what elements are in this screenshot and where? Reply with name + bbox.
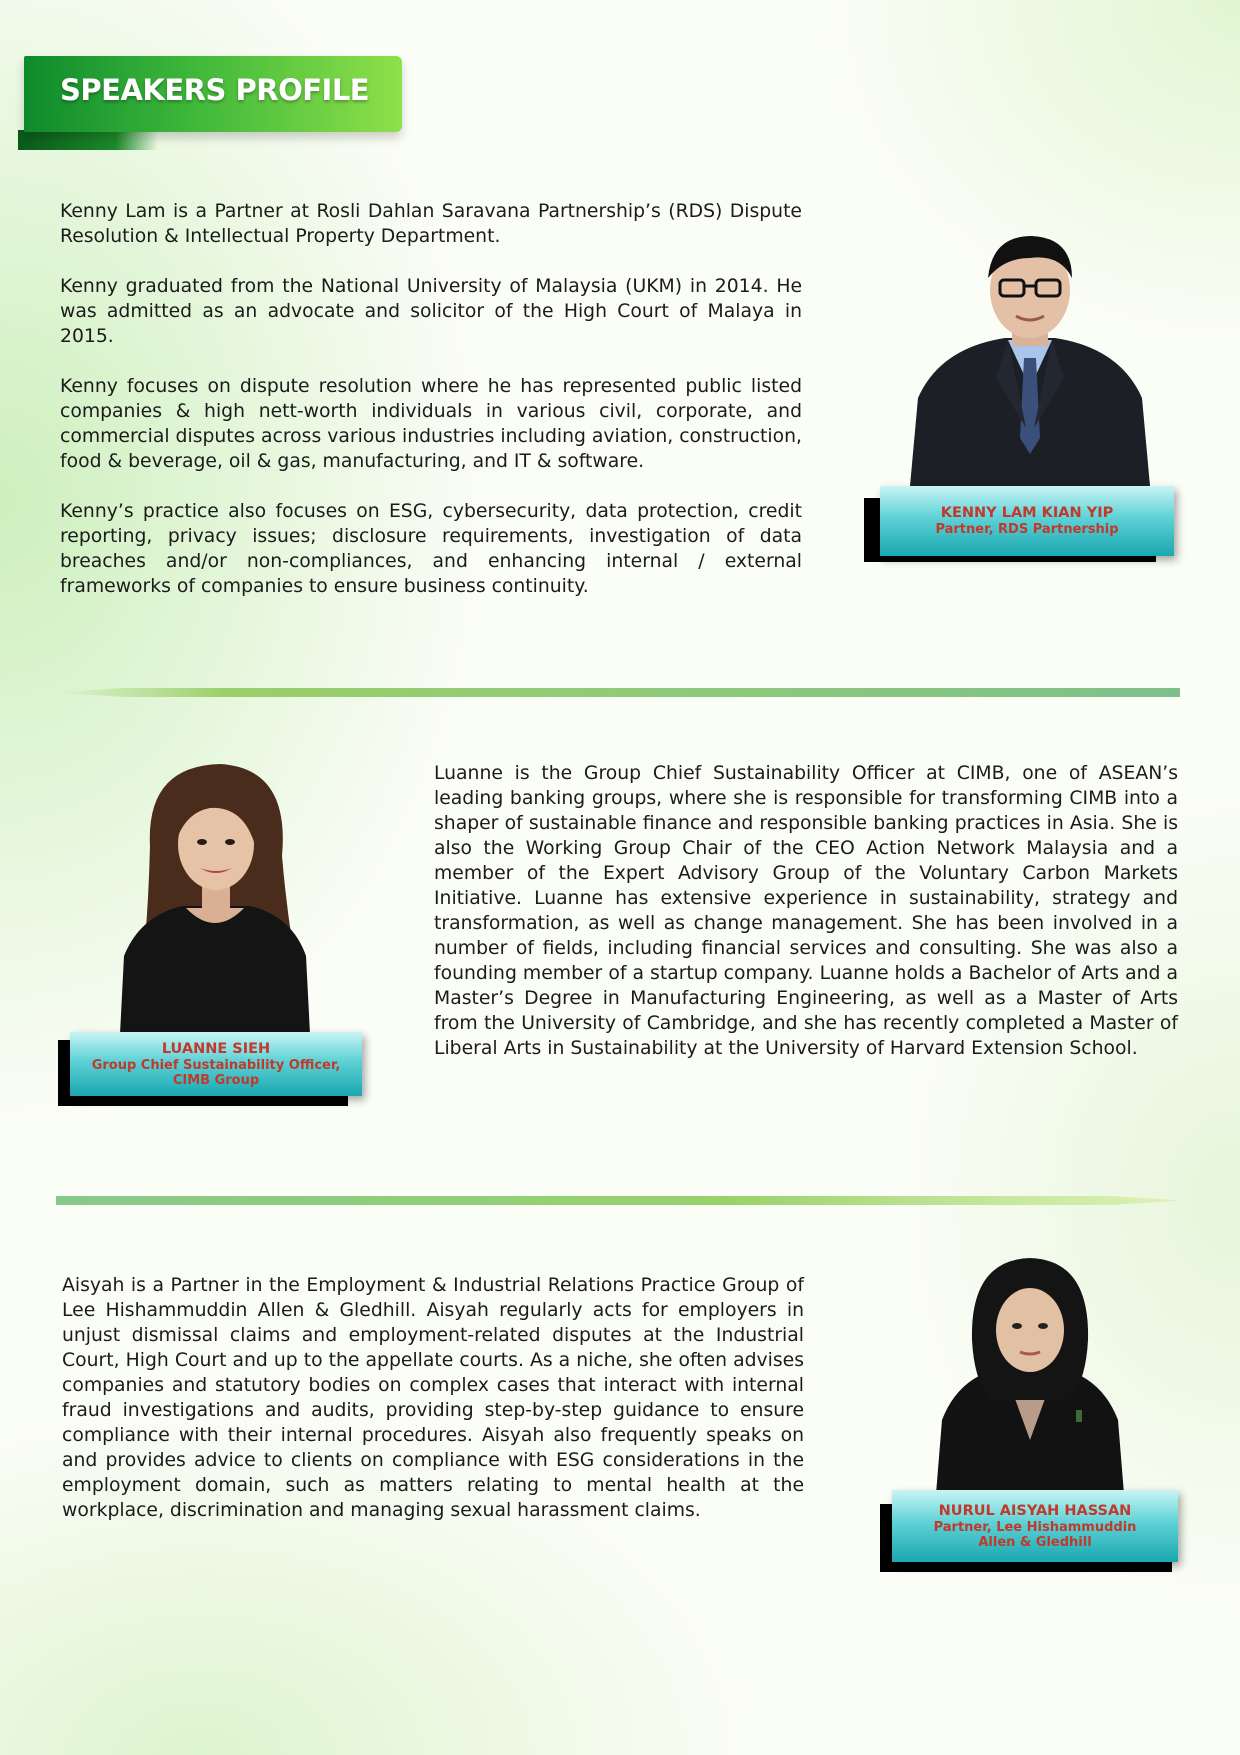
speaker-photo-aisyah xyxy=(930,1250,1130,1494)
divider-line xyxy=(56,688,1180,697)
speaker-photo-kenny xyxy=(900,228,1160,486)
speaker-name: KENNY LAM KIAN YIP xyxy=(940,505,1114,521)
header-banner-shadow xyxy=(18,130,158,150)
speaker-role: Partner, RDS Partnership xyxy=(935,522,1119,537)
caption-label-box xyxy=(892,1490,1178,1562)
speaker-role-line: Partner, Lee Hishammuddin xyxy=(933,1519,1137,1535)
bio-paragraph: Kenny Lam is a Partner at Rosli Dahlan Saravana Partnership’s (RDS) Dispute Resolution & Intellectual Property Department. xyxy=(60,201,802,247)
section-header-banner xyxy=(18,56,402,152)
caption-label-box xyxy=(880,486,1174,556)
page-title: SPEAKERS PROFILE xyxy=(60,73,370,107)
speaker-name: LUANNE SIEH xyxy=(161,1040,271,1057)
speaker-bio-luanne xyxy=(434,761,1178,1061)
speaker-bio-kenny xyxy=(60,199,802,599)
caption-label-box xyxy=(70,1032,362,1096)
speaker-caption-aisyah xyxy=(880,1490,1180,1576)
speaker-caption-luanne xyxy=(58,1032,368,1106)
speaker-photo-luanne xyxy=(110,756,320,1034)
bio-paragraph: Kenny graduated from the National University of Malaysia (UKM) in 2014. He was admitted as an advocate and solicitor of the High Court of Malaya in 2015. xyxy=(60,276,802,347)
speaker-role-line: Allen & Gledhill xyxy=(978,1534,1092,1550)
section-divider xyxy=(56,1194,1180,1206)
speaker-bio-aisyah xyxy=(62,1273,804,1523)
section-divider xyxy=(56,686,1180,698)
speaker-role-line: Group Chief Sustainability Officer, xyxy=(91,1057,341,1073)
speaker-name: NURUL AISYAH HASSAN xyxy=(938,1502,1132,1519)
bio-paragraph: Kenny’s practice also focuses on ESG, cybersecurity, data protection, credit reporting, privacy issues; disclosure requirements, investigation of data breaches and/or non-compliances, and enhancing internal / external frameworks of companies to ensure business continuity. xyxy=(60,501,802,597)
bio-paragraph: Kenny focuses on dispute resolution where he has represented public listed companies & high nett-worth individuals in various civil, corporate, and commercial disputes across various industries including aviation, construction, food & beverage, oil & gas, manufacturing, and IT & software. xyxy=(60,376,802,472)
speaker-role-line: CIMB Group xyxy=(172,1072,260,1088)
bio-paragraph: Aisyah is a Partner in the Employment & Industrial Relations Practice Group of Lee Hishammuddin Allen & Gledhill. Aisyah regularly acts for employers in unjust dismissal claims and employment-related disputes at the Industrial Court, High Court and up to the appellate courts. As a niche, she often advises companies and statutory bodies on complex cases that interact with internal fraud investigations and audits, providing step-by-step guidance to ensure compliance with their internal procedures. Aisyah also frequently speaks on and provides advice to clients on compliance with ESG considerations in the employment domain, such as matters relating to mental health at the workplace, discrimination and managing sexual harassment claims. xyxy=(62,1275,804,1521)
divider-line xyxy=(56,1196,1180,1205)
speaker-caption-kenny xyxy=(864,486,1174,566)
bio-paragraph: Luanne is the Group Chief Sustainability Officer at CIMB, one of ASEAN’s leading banking groups, where she is responsible for transforming CIMB into a shaper of sustainable finance and responsible banking practices in Asia. She is also the Working Group Chair of the CEO Action Network Malaysia and a member of the Expert Advisory Group of the Voluntary Carbon Markets Initiative. Luanne has extensive experience in sustainability, strategy and transformation, as well as change management. She has been involved in a number of fields, including financial services and consulting. She was also a founding member of a startup company. Luanne holds a Bachelor of Arts and a Master’s Degree in Manufacturing Engineering, as well as a Master of Arts from the University of Cambridge, and she has recently completed a Master of Liberal Arts in Sustainability at the University of Harvard Extension School. xyxy=(434,763,1178,1059)
